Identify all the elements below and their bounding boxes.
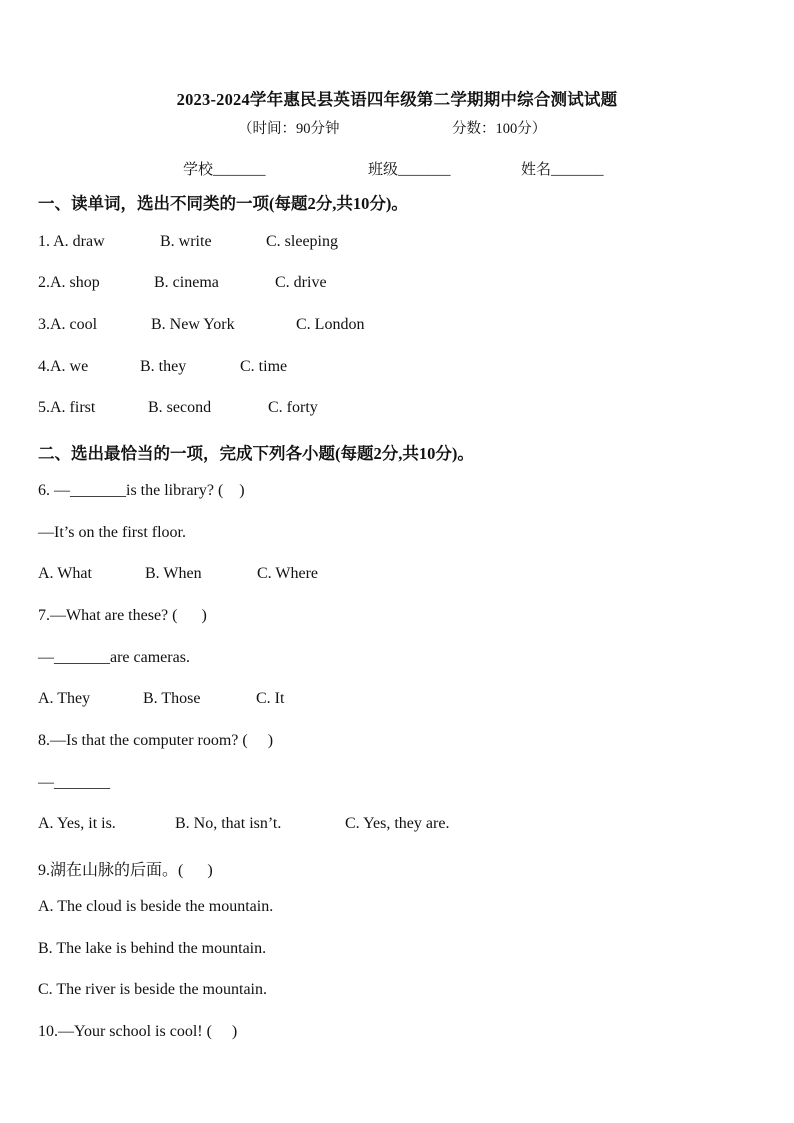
question-6-b: B. When xyxy=(145,565,202,582)
question-8-answer-line: —_______ xyxy=(38,774,110,791)
question-8-c: C. Yes, they are. xyxy=(345,815,450,832)
question-2-c: C. drive xyxy=(275,274,327,291)
question-9-a: A. The cloud is beside the mountain. xyxy=(38,898,274,915)
question-1-a: 1. A. draw xyxy=(38,233,105,250)
question-5-a: 5.A. first xyxy=(38,399,96,416)
question-7-a: A. They xyxy=(38,690,91,707)
class-field: 班级_______ xyxy=(368,162,451,178)
page-title: 2023-2024学年惠民县英语四年级第二学期期中综合测试试题 xyxy=(176,90,618,109)
question-3-b: B. New York xyxy=(151,316,235,333)
section2-heading: 二、选出最恰当的一项，完成下列各小题(每题2分,共10分)。 xyxy=(38,444,474,463)
question-7-c: C. It xyxy=(256,690,285,707)
question-2-a: 2.A. shop xyxy=(38,274,100,291)
question-7-b: B. Those xyxy=(143,690,201,707)
question-5-b: B. second xyxy=(148,399,212,416)
question-8-b: B. No, that isn’t. xyxy=(175,815,282,832)
question-9-c: C. The river is beside the mountain. xyxy=(38,981,267,998)
question-4-a: 4.A. we xyxy=(38,358,89,375)
question-7-answer-line: —_______are cameras. xyxy=(38,649,190,666)
question-6-a: A. What xyxy=(38,565,92,582)
question-3-c: C. London xyxy=(296,316,365,333)
question-6-stem: 6. —_______is the library? ( ) xyxy=(38,482,245,499)
question-2-b: B. cinema xyxy=(154,274,219,291)
question-1-b: B. write xyxy=(160,233,212,250)
question-4-b: B. they xyxy=(140,358,187,375)
section1-heading: 一、读单词，选出不同类的一项(每题2分,共10分)。 xyxy=(38,194,408,213)
question-8-a: A. Yes, it is. xyxy=(38,815,116,832)
question-6-answer-line: —It’s on the first floor. xyxy=(38,524,186,541)
exam-score: 分数：100分） xyxy=(452,121,547,137)
question-8-stem: 8.—Is that the computer room? ( ) xyxy=(38,732,274,749)
question-4-c: C. time xyxy=(240,358,288,375)
question-9-b: B. The lake is behind the mountain. xyxy=(38,940,267,957)
question-3-a: 3.A. cool xyxy=(38,316,98,333)
exam-time: （时间：90分钟 xyxy=(238,121,340,137)
question-10-stem: 10.—Your school is cool! ( ) xyxy=(38,1023,238,1040)
name-field: 姓名_______ xyxy=(521,162,604,178)
question-1-c: C. sleeping xyxy=(266,233,338,250)
school-field: 学校_______ xyxy=(183,162,266,178)
question-5-c: C. forty xyxy=(268,399,318,416)
question-6-c: C. Where xyxy=(257,565,319,582)
question-9-stem: 9.湖在山脉的后面。( ) xyxy=(38,862,213,879)
question-7-stem: 7.—What are these? ( ) xyxy=(38,607,207,624)
